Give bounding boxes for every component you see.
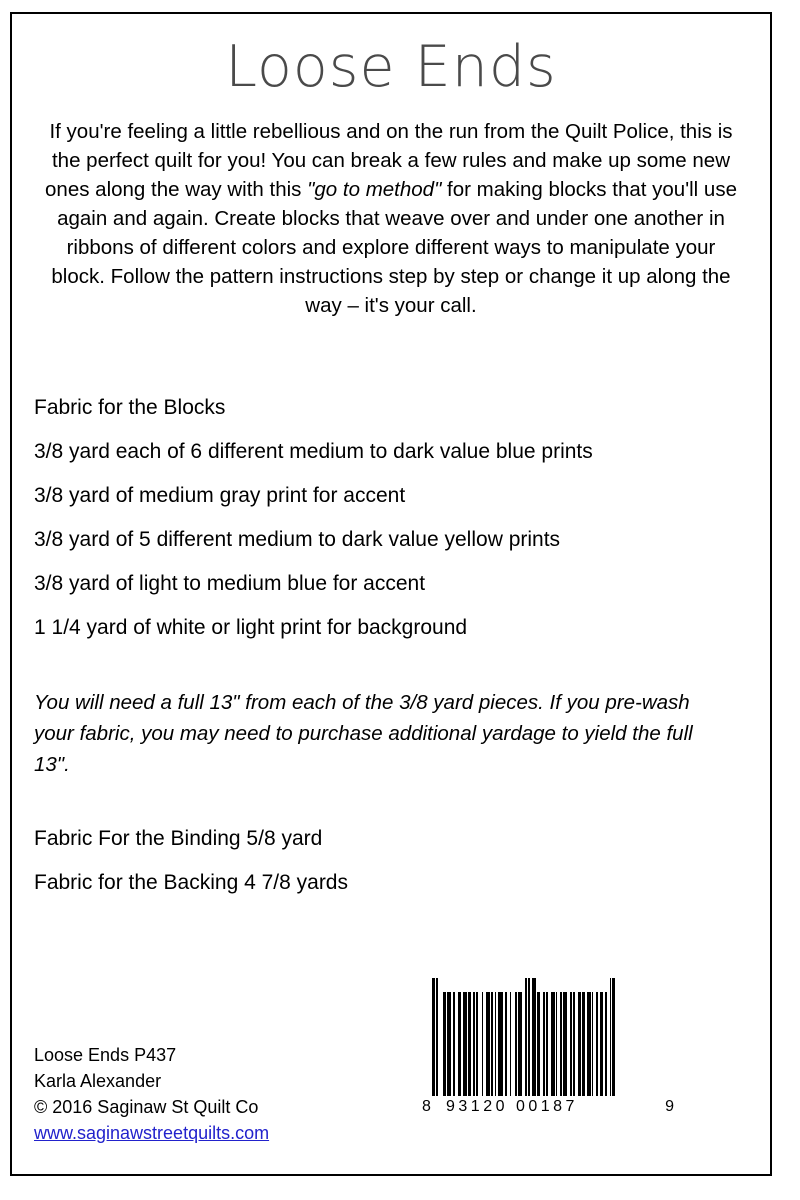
fabric-item: 3/8 yard of light to medium blue for accent xyxy=(34,572,426,596)
barcode-left-digit: 8 xyxy=(422,1098,431,1115)
barcode xyxy=(422,978,674,1118)
intro-part-2: for making blocks that you'll use again and again. Create blocks that weave over and under one another in ribbons of different colors and explore different ways to manipulate your block. Follow the pattern instructions step by step or change it up along the way – it's your call. xyxy=(51,177,737,318)
footer-block xyxy=(34,1042,269,1146)
barcode-middle-digits: 93120 00187 xyxy=(446,1098,578,1115)
barcode-right-digit: 9 xyxy=(665,1098,674,1115)
fabric-item: 3/8 yard of 5 different medium to dark value yellow prints xyxy=(34,528,561,552)
fabric-note: You will need a full 13" from each of the 3/8 yard pieces. If you pre-wash your fabric, you may need to purchase additional yardage to yield the full 13". xyxy=(34,691,693,776)
barcode-bars xyxy=(432,978,662,1096)
fabric-item: 3/8 yard each of 6 different medium to dark value blue prints xyxy=(34,440,593,464)
fabric-item: 3/8 yard of medium gray print for accent xyxy=(34,484,406,508)
intro-quoted-phrase: "go to method" xyxy=(307,177,442,201)
binding-line: Fabric For the Binding 5/8 yard xyxy=(34,826,323,850)
intro-part-1: If you're feeling a little rebellious and on the run from the Quilt Police, this is the perfect quilt for you! You can break a few rules and make up some new ones along the way with this xyxy=(45,119,733,201)
fabric-blocks-heading: Fabric for the Blocks xyxy=(34,396,226,420)
page-title: Loose Ends xyxy=(225,34,557,100)
backing-line: Fabric for the Backing 4 7/8 yards xyxy=(34,870,348,894)
pattern-back-cover xyxy=(10,12,772,1176)
pattern-name-number: Loose Ends P437 xyxy=(34,1044,177,1065)
fabric-requirements-section xyxy=(26,396,756,640)
website-link[interactable]: www.saginawstreetquilts.com xyxy=(34,1122,270,1143)
intro-paragraph xyxy=(38,117,744,321)
designer-name: Karla Alexander xyxy=(34,1070,162,1091)
barcode-digits xyxy=(422,1098,674,1118)
binding-backing-section xyxy=(26,827,756,895)
copyright-line: © 2016 Saginaw St Quilt Co xyxy=(34,1096,259,1117)
fabric-item: 1 1/4 yard of white or light print for background xyxy=(34,616,468,640)
